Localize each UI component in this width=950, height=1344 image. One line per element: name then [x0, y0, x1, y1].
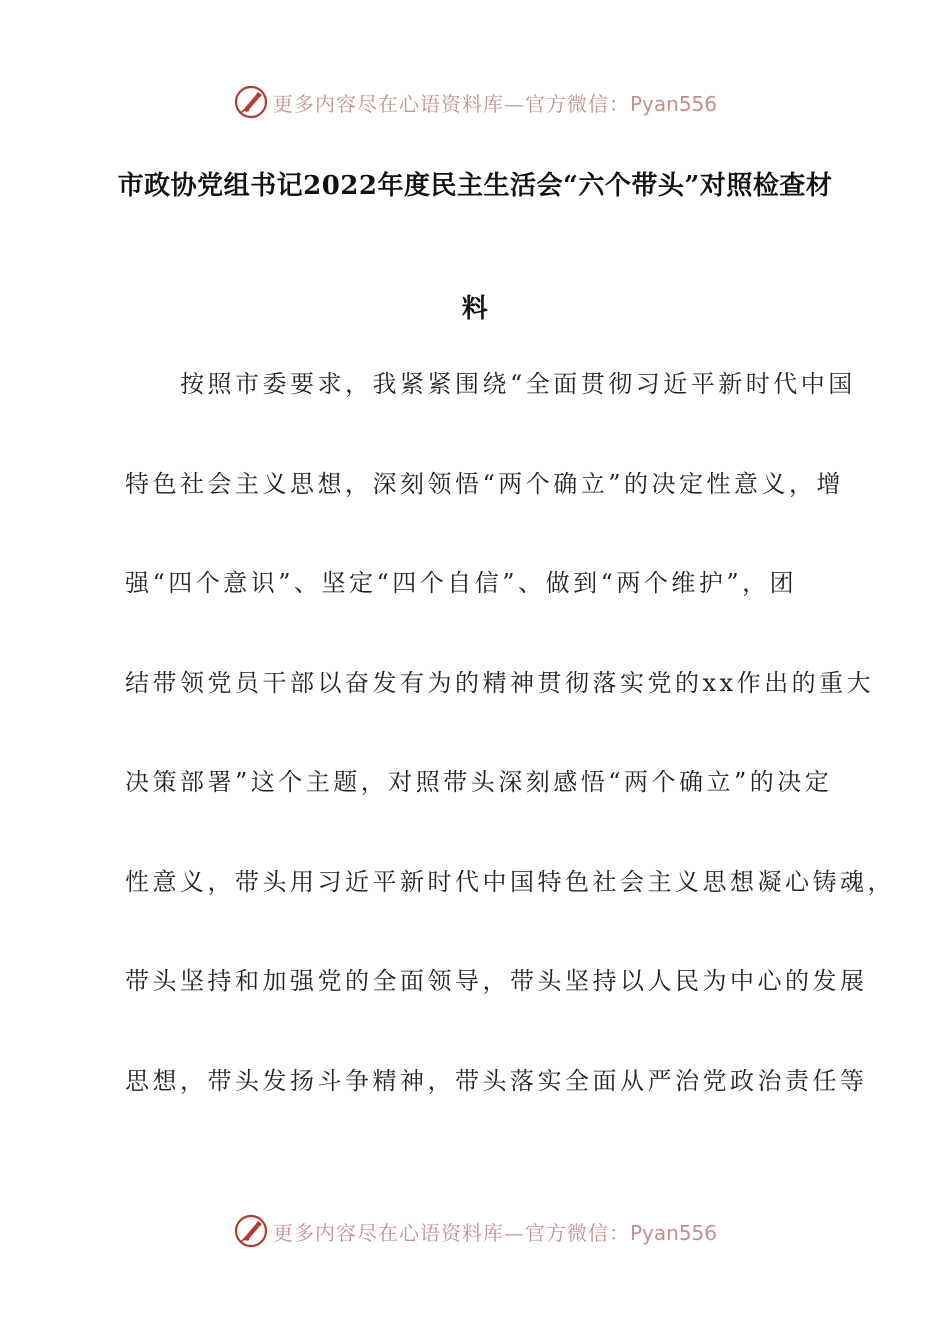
pen-nib-logo-icon: [233, 84, 269, 120]
body-line: 决策部署”这个主题，对照带头深刻感悟“两个确立”的决定: [125, 768, 833, 796]
body-line: 带头坚持和加强党的全面领导，带头坚持以人民为中心的发展: [125, 967, 868, 995]
body-line: 按照市委要求，我紧紧围绕“全面贯彻习近平新时代中国: [125, 370, 856, 398]
watermark-banner-bottom: [0, 1209, 950, 1253]
watermark-text: 更多内容尽在心语资料库—官方微信：Pyan556: [272, 91, 717, 116]
watermark-wechat-id: Pyan556: [629, 1220, 717, 1245]
body-line: 思想，带头发扬斗争精神，带头落实全面从严治党政治责任等: [125, 1067, 868, 1095]
document-title-line-2: 料: [461, 294, 489, 324]
body-line: 特色社会主义思想，深刻领悟“两个确立”的决定性意义，增: [125, 470, 845, 498]
body-line: 结带领党员干部以奋发有为的精神贯彻落实党的xx作出的重大: [125, 669, 875, 697]
body-line: 性意义，带头用习近平新时代中国特色社会主义思想凝心铸魂，: [125, 868, 895, 896]
body-line: 强“四个意识”、坚定“四个自信”、做到“两个维护”，团: [125, 569, 798, 597]
watermark-wechat-id: Pyan556: [629, 91, 717, 116]
pen-nib-logo-icon: [233, 1213, 269, 1249]
document-title-line-1: 市政协党组书记2022年度民主生活会“六个带头”对照检查材: [117, 171, 833, 201]
watermark-text: 更多内容尽在心语资料库—官方微信：Pyan556: [272, 1220, 717, 1245]
watermark-banner-top: [0, 80, 950, 124]
